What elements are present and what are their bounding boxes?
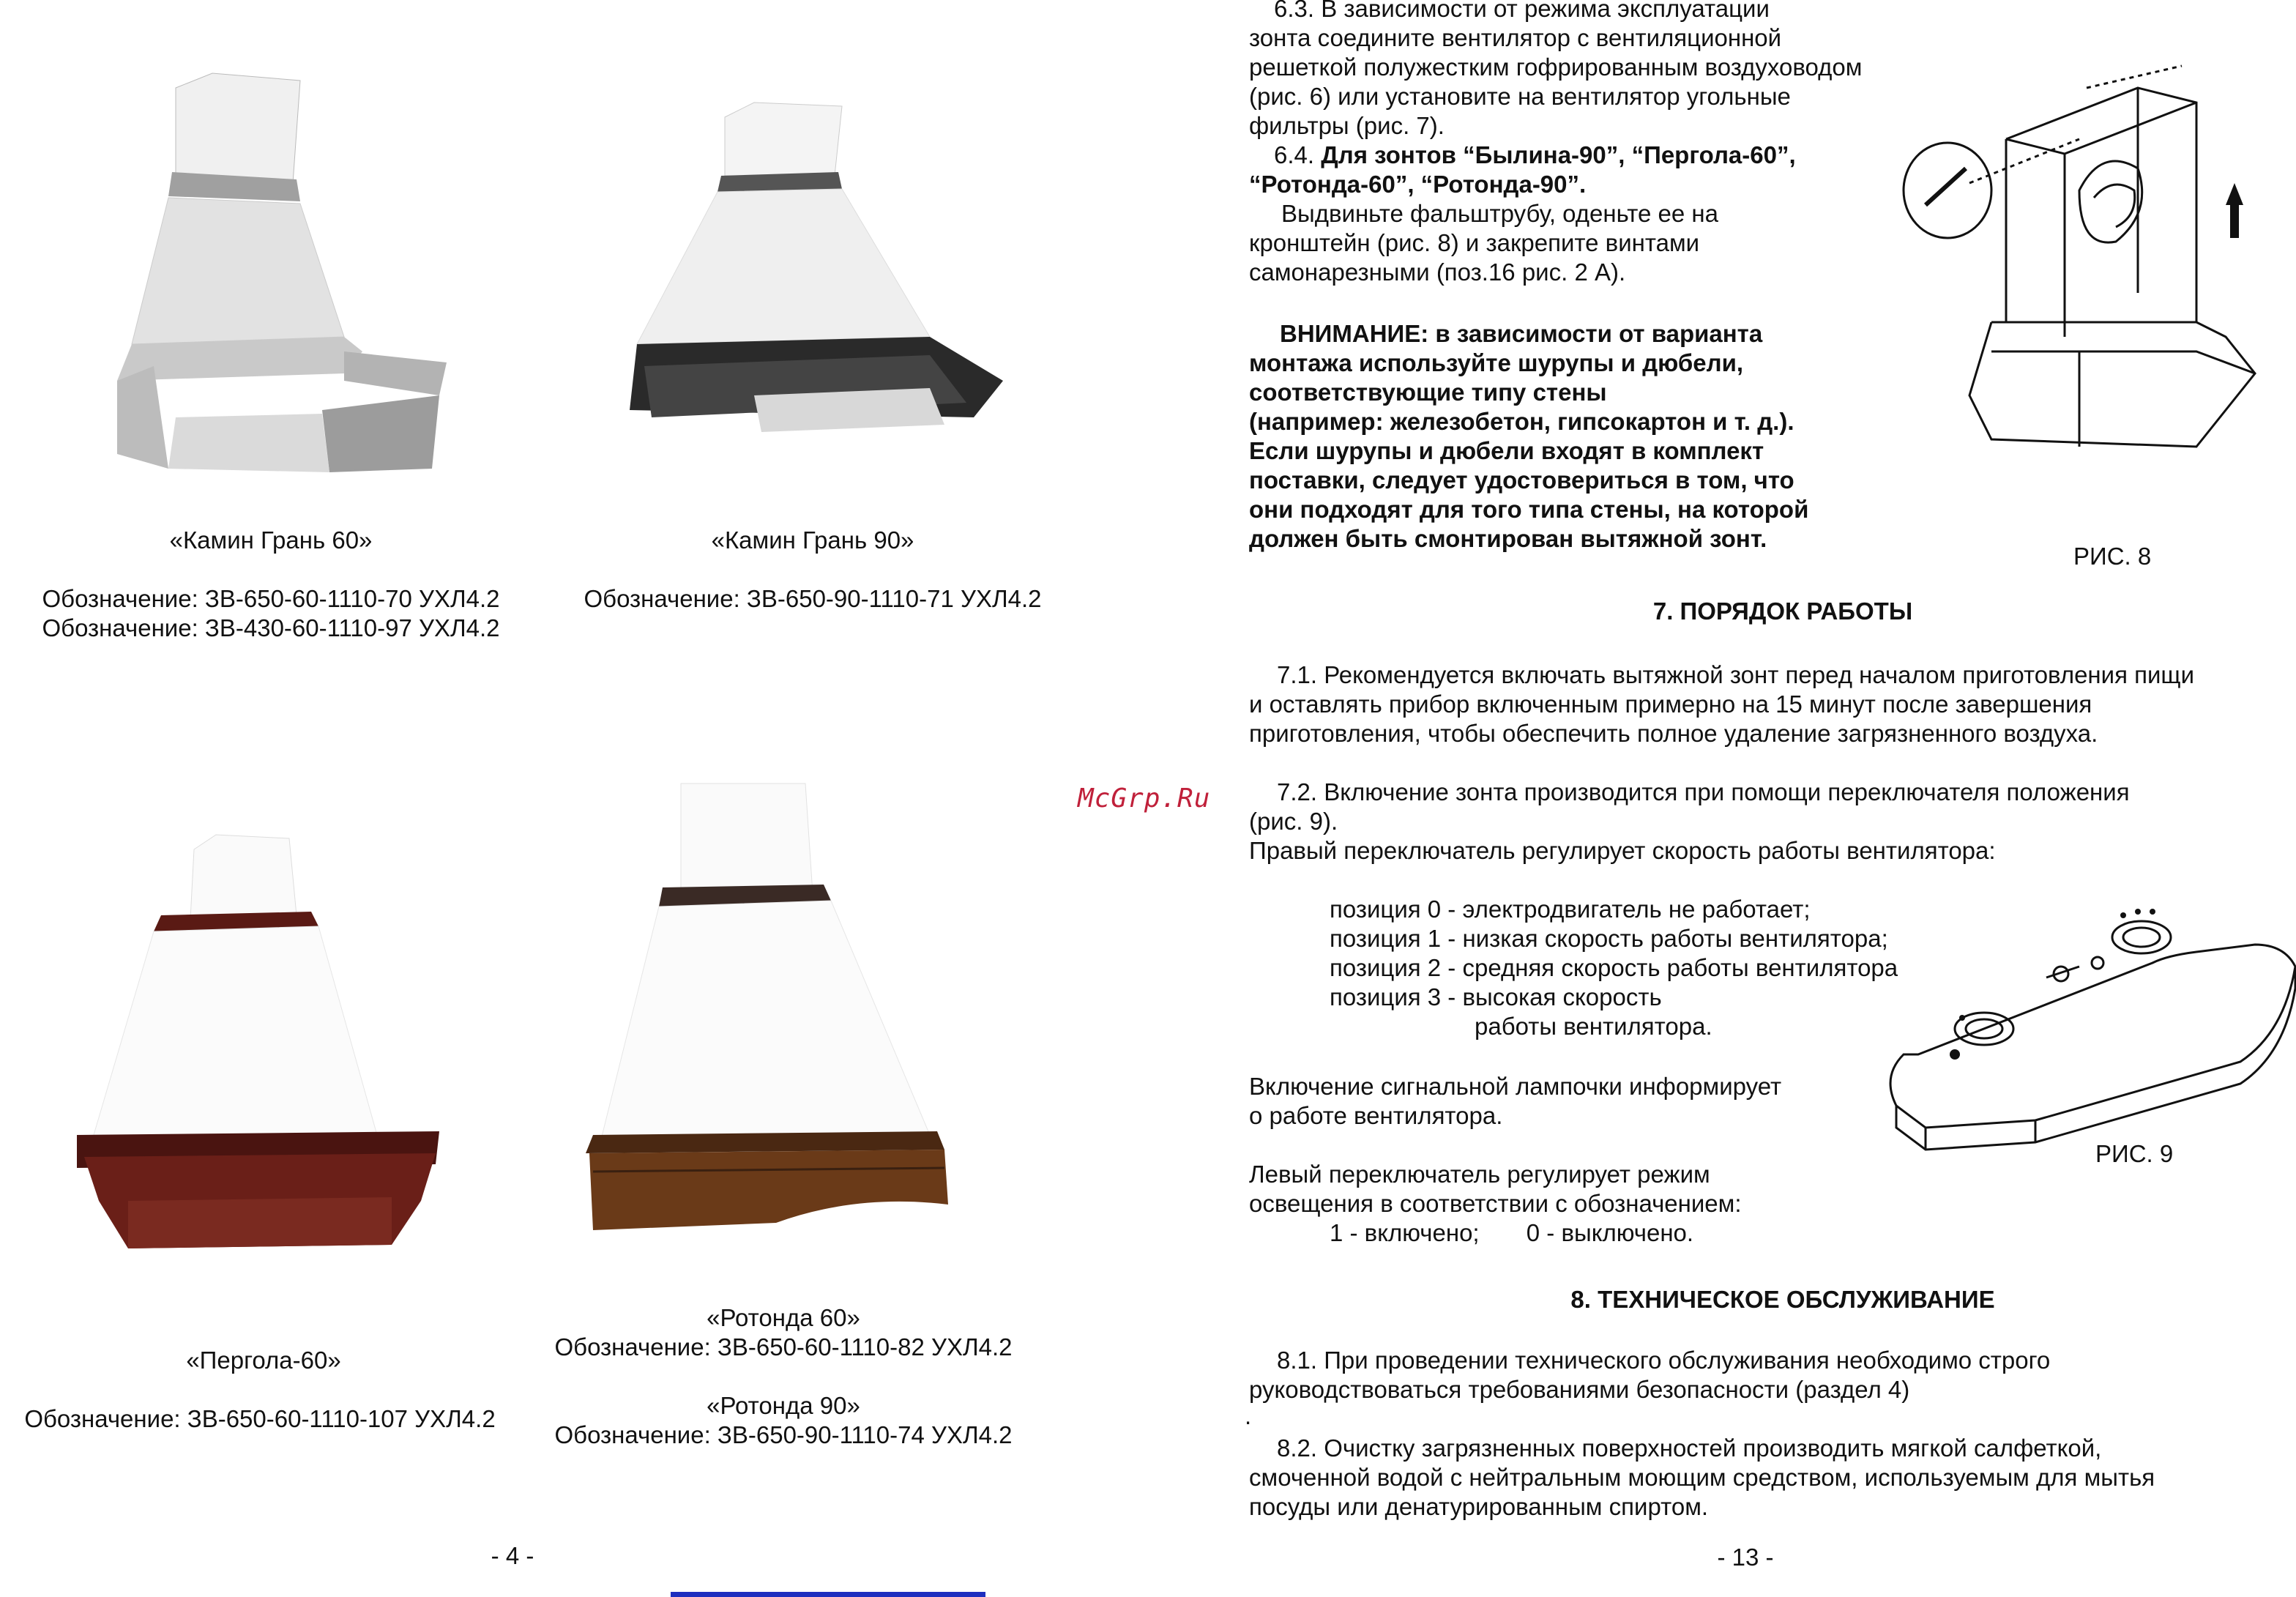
position-line: позиция 1 - низкая скорость работы вентилятора; (1330, 925, 1888, 952)
attention-line: (например: железобетон, гипсокартон и т. д.). (1249, 408, 1794, 435)
s64-models-1: Для зонтов “Былина-90”, “Пергола-60”, (1321, 141, 1796, 168)
product-name-pergola-60: «Пергола-60» (186, 1347, 341, 1374)
left-switch-line: Левый переключатель регулирует режим (1249, 1161, 1710, 1188)
product-name-rotonda-90: «Ротонда 90» (707, 1392, 860, 1419)
switch-states: 1 - включено; 0 - выключено. (1330, 1219, 1694, 1246)
s63-line: 6.3. В зависимости от режима эксплуатации (1274, 0, 1770, 22)
product-code: Обозначение: ЗВ-650-90-1110-74 УХЛ4.2 (554, 1421, 1013, 1448)
attention-line: ВНИМАНИЕ: в зависимости от варианта (1280, 320, 1763, 347)
s64-line: самонарезными (поз.16 рис. 2 А). (1249, 258, 1626, 286)
section-7-title: 7. ПОРЯДОК РАБОТЫ (1652, 598, 1913, 625)
position-line: позиция 0 - электродвигатель не работает; (1330, 896, 1811, 923)
attention-line: должен быть смонтирован вытяжной зонт. (1249, 525, 1767, 552)
s63-line: решеткой полужестким гофрированным воздуховодом (1249, 53, 1863, 81)
product-name-rotonda-60: «Ротонда 60» (707, 1304, 860, 1331)
position-line: позиция 3 - высокая скорость (1330, 983, 1662, 1010)
section-8-title: 8. ТЕХНИЧЕСКОЕ ОБСЛУЖИВАНИЕ (1570, 1286, 1995, 1313)
s63-line: зонта соедините вентилятор с вентиляционной (1249, 24, 1782, 51)
attention-line: соответствующие типу стены (1249, 379, 1607, 406)
s82-line: посуды или денатурированным спиртом. (1249, 1493, 1709, 1520)
product-code: Обозначение: ЗВ-650-90-1110-71 УХЛ4.2 (584, 585, 1042, 612)
attention-line: поставки, следует удостовериться в том, что (1249, 466, 1794, 494)
product-name-kamin-gran-90: «Камин Грань 90» (711, 526, 914, 554)
watermark: McGrp.Ru (1078, 783, 1211, 814)
s63-line: фильтры (рис. 7). (1249, 112, 1445, 139)
s72-line: 7.2. Включение зонта производится при помощи переключателя положения (1277, 778, 2130, 805)
lamp-line: о работе вентилятора. (1249, 1102, 1503, 1129)
s71-line: и оставлять прибор включенным примерно на 15 минут после завершения (1249, 690, 2092, 718)
position-line: работы вентилятора. (1475, 1013, 1712, 1040)
s81-line: . (1245, 1402, 1252, 1429)
left-switch-line: освещения в соответствии с обозначением: (1249, 1190, 1742, 1217)
product-code: Обозначение: ЗВ-650-60-1110-70 УХЛ4.2 (42, 585, 500, 612)
attention-line: Если шурупы и дюбели входят в комплект (1249, 437, 1764, 464)
attention-line: они подходят для того типа стены, на которой (1249, 496, 1809, 523)
product-code: Обозначение: ЗВ-650-60-1110-82 УХЛ4.2 (554, 1333, 1013, 1360)
s64-number: 6.4. (1274, 141, 1315, 168)
lamp-line: Включение сигнальной лампочки информирует (1249, 1073, 1782, 1100)
s72-line: Правый переключатель регулирует скорость работы вентилятора: (1249, 837, 1996, 864)
s71-line: 7.1. Рекомендуется включать вытяжной зонт перед началом приготовления пищи (1277, 661, 2195, 688)
s64-models-2: “Ротонда-60”, “Ротонда-90”. (1249, 171, 1587, 198)
s64-line: Выдвиньте фальштрубу, оденьте ее на (1281, 200, 1718, 227)
fig8-label: РИС. 8 (2073, 543, 2152, 570)
s63-line: (рис. 6) или установите на вентилятор угольные (1249, 83, 1791, 110)
position-line: позиция 2 - средняя скорость работы вентилятора (1330, 954, 1898, 981)
hood-pergola-60-image (70, 835, 450, 1259)
hood-kamin-gran-60-image (102, 73, 454, 483)
fig8-bracket-drawing (1860, 59, 2270, 483)
s64-heading (1274, 141, 1796, 170)
left-page-number: - 4 - (491, 1542, 534, 1569)
s82-line: смоченной водой с нейтральным моющим средством, используемым для мытья (1249, 1464, 2155, 1491)
right-page-number: - 13 - (1717, 1544, 1774, 1571)
s71-line: приготовления, чтобы обеспечить полное удаление загрязненного воздуха. (1249, 720, 2098, 747)
hood-kamin-gran-90-image (622, 103, 1018, 454)
product-code: Обозначение: ЗВ-650-60-1110-107 УХЛ4.2 (24, 1405, 496, 1432)
s72-line: (рис. 9). (1249, 808, 1338, 835)
bottom-link-bar[interactable] (671, 1592, 985, 1597)
product-code: Обозначение: ЗВ-430-60-1110-97 УХЛ4.2 (42, 614, 500, 641)
s81-line: 8.1. При проведении технического обслуживания необходимо строго (1277, 1347, 2051, 1374)
s64-line: кронштейн (рис. 8) и закрепите винтами (1249, 229, 1700, 256)
fig9-label: РИС. 9 (2095, 1140, 2174, 1167)
s81-line: руководствоваться требованиями безопасности (раздел 4) (1249, 1376, 1910, 1403)
hood-rotonda-image (578, 783, 988, 1237)
product-name-kamin-gran-60: «Камин Грань 60» (169, 526, 373, 554)
fig9-switch-panel-drawing (1874, 835, 2296, 1157)
s82-line: 8.2. Очистку загрязненных поверхностей производить мягкой салфеткой, (1277, 1434, 2102, 1462)
attention-line: монтажа используйте шурупы и дюбели, (1249, 349, 1744, 376)
